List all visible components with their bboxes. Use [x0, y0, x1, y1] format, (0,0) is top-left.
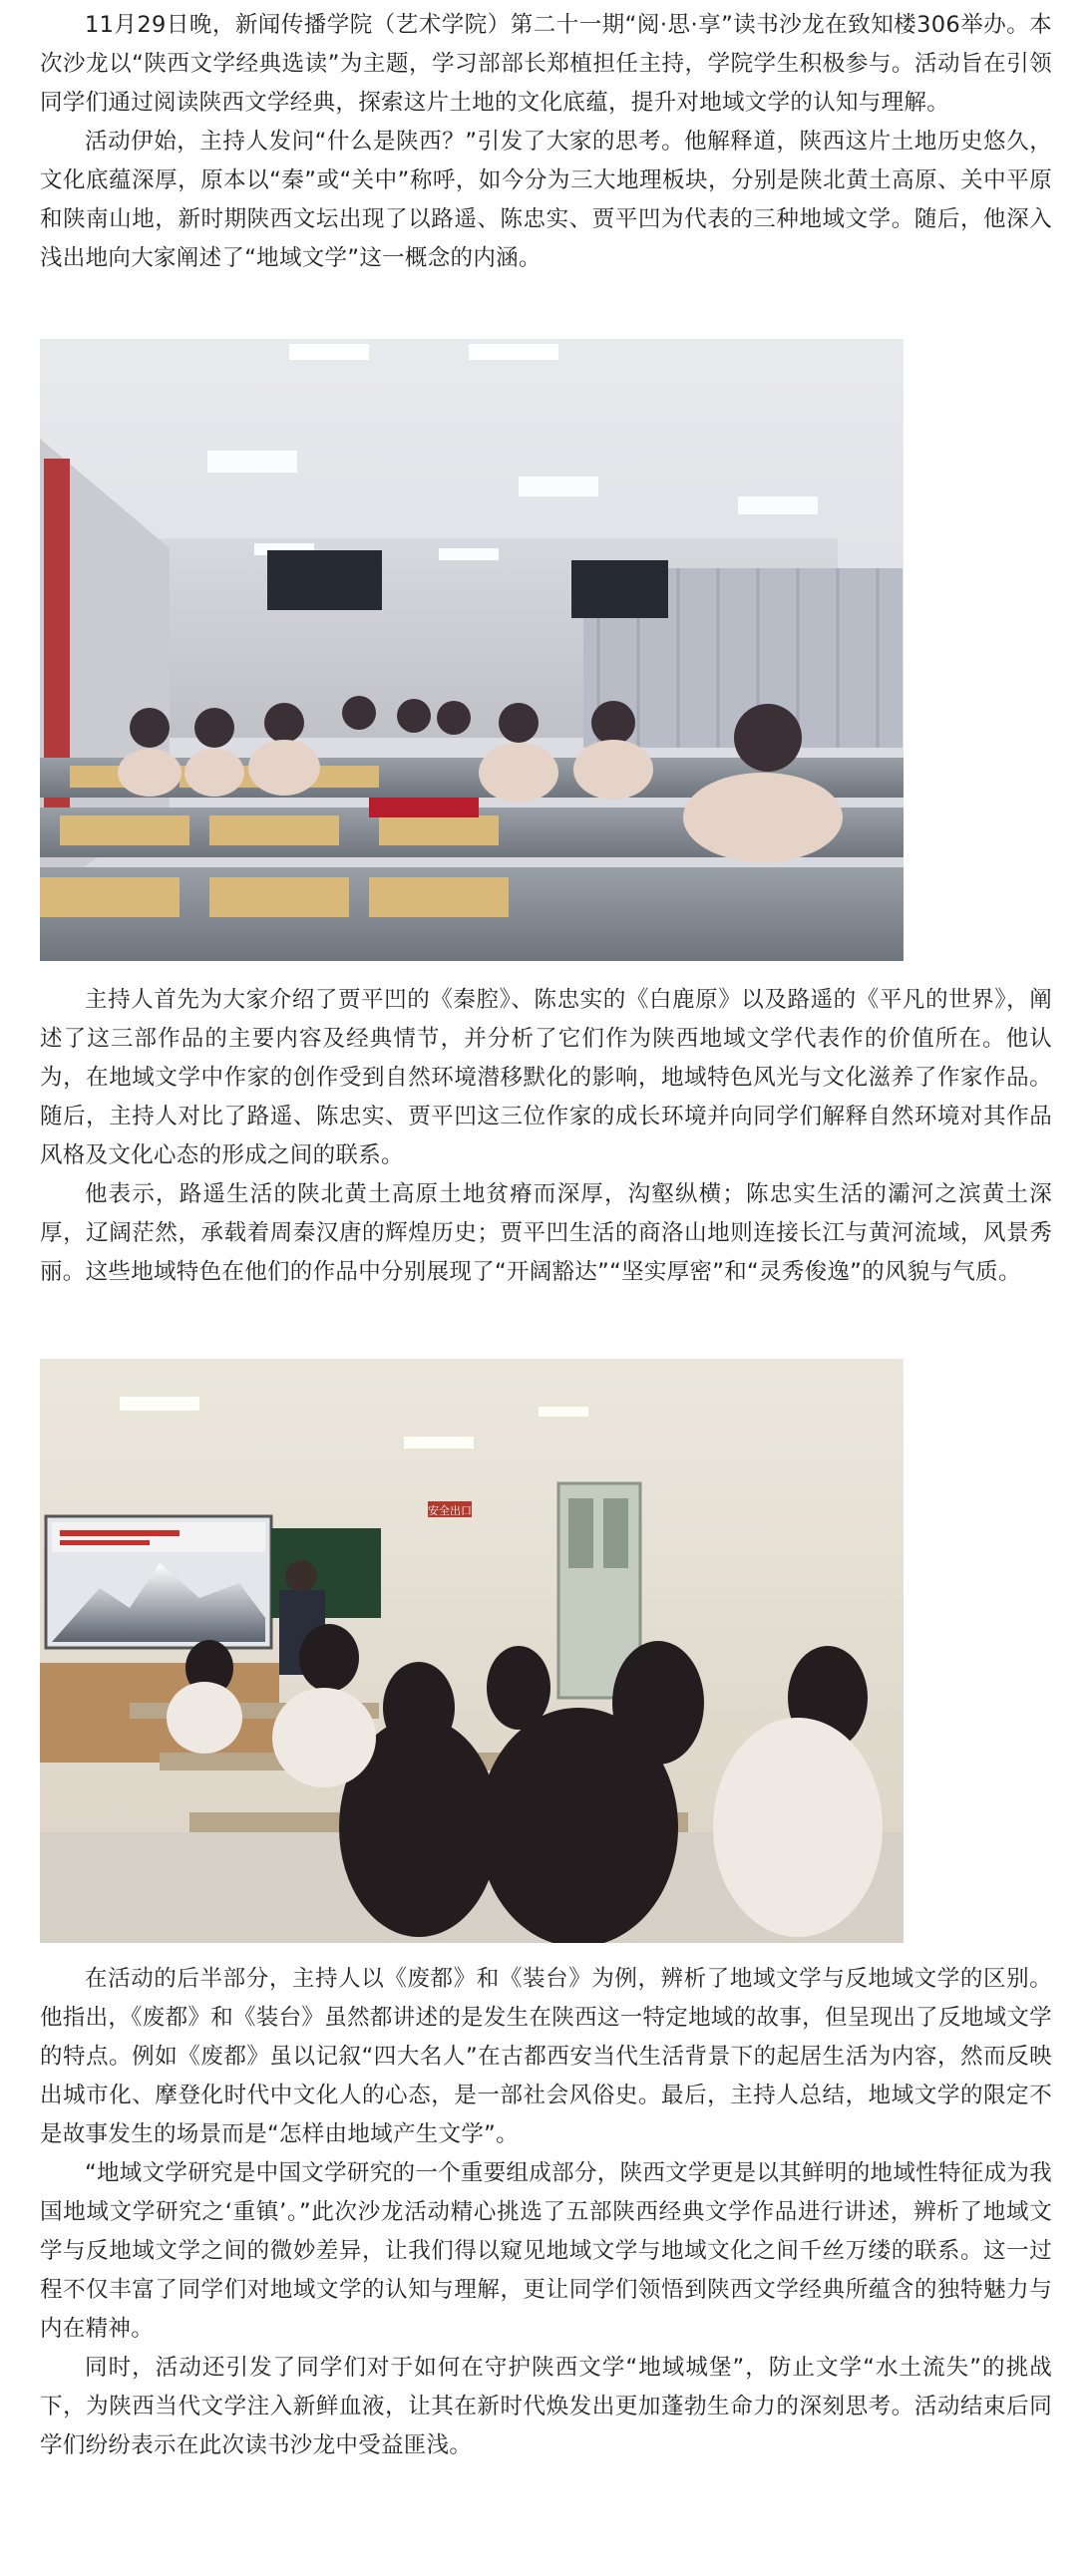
paragraph-5: 在活动的后半部分，主持人以《废都》和《装台》为例，辨析了地域文学与反地域文学的区别。他指出，《废都》和《装台》虽然都讲述的是发生在陕西这一特定地域的故事，但呈现出了反地域文学的特点。例如《废都》虽以记叙“四大名人”在古都西安当代生活背景下的起居生活为内容，然而反映出城市化、摩登化时代中文化人的心态，是一部社会风俗史。最后，主持人总结，地域文学的限定不是故事发生的场景而是“怎样由地域产生文学”。	[40, 1966, 1052, 2147]
photo-1-illustration	[40, 339, 904, 961]
paragraph-6: “地域文学研究是中国文学研究的一个重要组成部分，陕西文学更是以其鲜明的地域性特征成为我国地域文学研究之‘重镇’。”此次沙龙活动精心挑选了五部陕西经典文学作品进行讲述，辨析了地域文学与反地域文学之间的微妙差异，让我们得以窥见地域文学与地域文化之间千丝万缕的联系。这一过程不仅丰富了同学们对地域文学的认知与理解，更让同学们领悟到陕西文学经典所蕴含的独特魅力与内在精神。	[40, 2160, 1052, 2342]
exit-sign-text: 安全出口	[428, 1504, 472, 1517]
paragraph-3: 主持人首先为大家介绍了贾平凹的《秦腔》、陈忠实的《白鹿原》以及路遥的《平凡的世界》，阐述了这三部作品的主要内容及经典情节，并分析了它们作为陕西地域文学代表作的价值所在。他认为，在地域文学中作家的创作受到自然环境潜移默化的影响，地域特色风光与文化滋养了作家作品。随后，主持人对比了路遥、陈忠实、贾平凹这三位作家的成长环境并向同学们解释自然环境对其作品风格及文化心态的形成之间的联系。	[40, 987, 1052, 1168]
article-middle	[40, 981, 1052, 1292]
photo-2-illustration	[40, 1359, 904, 1943]
paragraph-4: 他表示，路遥生活的陕北黄土高原土地贫瘠而深厚，沟壑纵横；陈忠实生活的灞河之滨黄土深厚，辽阔茫然，承载着周秦汉唐的辉煌历史；贾平凹生活的商洛山地则连接长江与黄河流域，风景秀丽。这些地域特色在他们的作品中分别展现了“开阔豁达”“坚实厚密”和“灵秀俊逸”的风貌与气质。	[40, 1181, 1052, 1285]
photo-lecture-hall-audience	[40, 339, 904, 961]
article-top	[40, 0, 1052, 278]
paragraph-1: 11月29日晚，新闻传播学院（艺术学院）第二十一期“阅·思·享”读书沙龙在致知楼306举办。本次沙龙以“陕西文学经典选读”为主题，学习部部长郑植担任主持，学院学生积极参与。活动旨在引领同学们通过阅读陕西文学经典，探索这片土地的文化底蕴，提升对地域文学的认知与理解。	[40, 12, 1052, 116]
article-bottom	[40, 1960, 1052, 2465]
photo-lecture-with-projector	[40, 1359, 904, 1943]
paragraph-7: 同时，活动还引发了同学们对于如何在守护陕西文学“地域城堡”，防止文学“水土流失”的挑战下，为陕西当代文学注入新鲜血液，让其在新时代焕发出更加蓬勃生命力的深刻思考。活动结束后同学们纷纷表示在此次读书沙龙中受益匪浅。	[40, 2355, 1052, 2458]
paragraph-2: 活动伊始，主持人发问“什么是陕西？”引发了大家的思考。他解释道，陕西这片土地历史悠久，文化底蕴深厚，原本以“秦”或“关中”称呼，如今分为三大地理板块，分别是陕北黄土高原、关中平原和陕南山地，新时期陕西文坛出现了以路遥、陈忠实、贾平凹为代表的三种地域文学。随后，他深入浅出地向大家阐述了“地域文学”这一概念的内涵。	[40, 129, 1052, 271]
